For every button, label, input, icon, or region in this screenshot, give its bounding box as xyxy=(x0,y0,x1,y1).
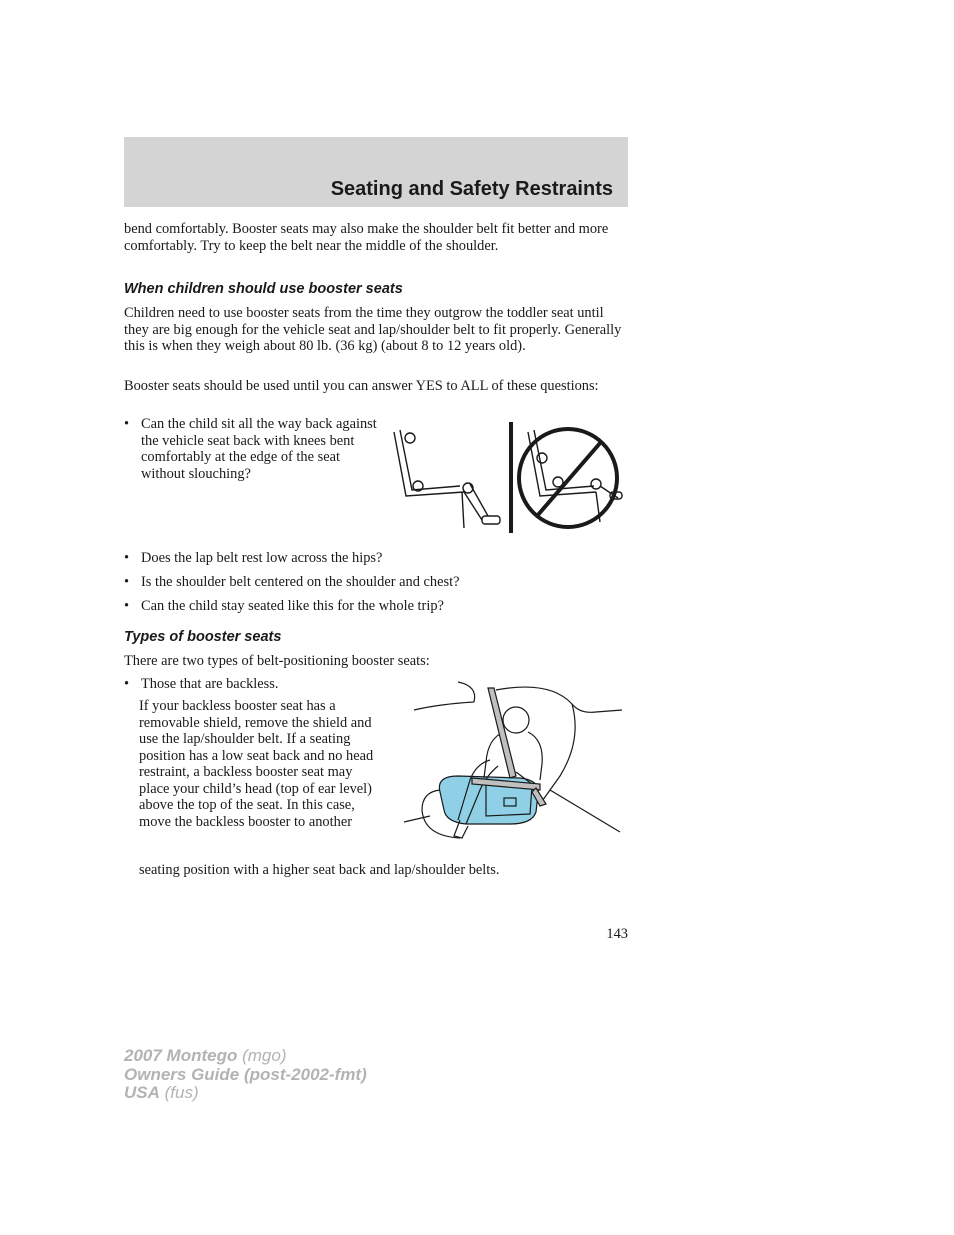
seat-posture-illustration xyxy=(390,420,630,538)
bullet-dot: • xyxy=(124,598,130,614)
bullet-text: Can the child sit all the way back against the vehicle seat back with knees bent comfortably at the edge of the seat without slouching? xyxy=(141,416,377,482)
list-item xyxy=(124,574,629,591)
footer-line-1: 2007 Montego (mgo) xyxy=(124,1046,287,1065)
section-header-band xyxy=(124,137,628,207)
list-item xyxy=(124,550,629,567)
when-paragraph: Children need to use booster seats from the time they outgrow the toddler seat until they are big enough for the vehicle seat and lap/shoulder belt to fit properly. Generally this is when they weigh about 80 lb. (36 kg) (about 8 to 12 years old). xyxy=(124,305,622,354)
bullet-dot: • xyxy=(124,574,130,590)
bullet-dot: • xyxy=(124,676,130,692)
backless-paragraph: If your backless booster seat has a removable shield, remove the shield and use the lap/shoulder belt. If a seating position has a low seat back and no head restraint, a backless booster seat may place your child’s head (top of ear level) above the top of the seat. In this case, move the backless booster to another xyxy=(139,698,374,830)
bullet-text: Does the lap belt rest low across the hips? xyxy=(141,550,383,566)
questions-intro: Booster seats should be used until you can answer YES to ALL of these questions: xyxy=(124,378,599,394)
bullet-text: Can the child stay seated like this for the whole trip? xyxy=(141,598,444,614)
footer-line-3: USA (fus) xyxy=(124,1083,199,1102)
prohibition-icon xyxy=(519,429,617,527)
correct-posture-seat xyxy=(394,430,500,528)
heading-types: Types of booster seats xyxy=(124,629,282,645)
bullet-dot: • xyxy=(124,550,130,566)
footer-line-2: Owners Guide (post-2002-fmt) xyxy=(124,1064,367,1084)
bullet-text: Those that are backless. xyxy=(141,676,279,692)
bullet-dot: • xyxy=(124,416,130,432)
list-item xyxy=(124,416,379,482)
backless-booster-illustration xyxy=(400,680,628,842)
document-footer xyxy=(124,1047,367,1103)
backless-paragraph-end: seating position with a higher seat back and lap/shoulder belts. xyxy=(139,862,500,878)
section-title: Seating and Safety Restraints xyxy=(330,178,613,200)
heading-when-to-use: When children should use booster seats xyxy=(124,281,403,297)
list-item xyxy=(124,676,384,693)
list-item xyxy=(124,598,629,615)
page-number: 143 xyxy=(606,926,628,942)
types-intro: There are two types of belt-positioning booster seats: xyxy=(124,653,430,669)
intro-paragraph: bend comfortably. Booster seats may also make the shoulder belt fit better and more comfortably. Try to keep the belt near the middle of the shoulder. xyxy=(124,221,609,254)
bullet-text: Is the shoulder belt centered on the shoulder and chest? xyxy=(141,574,460,590)
